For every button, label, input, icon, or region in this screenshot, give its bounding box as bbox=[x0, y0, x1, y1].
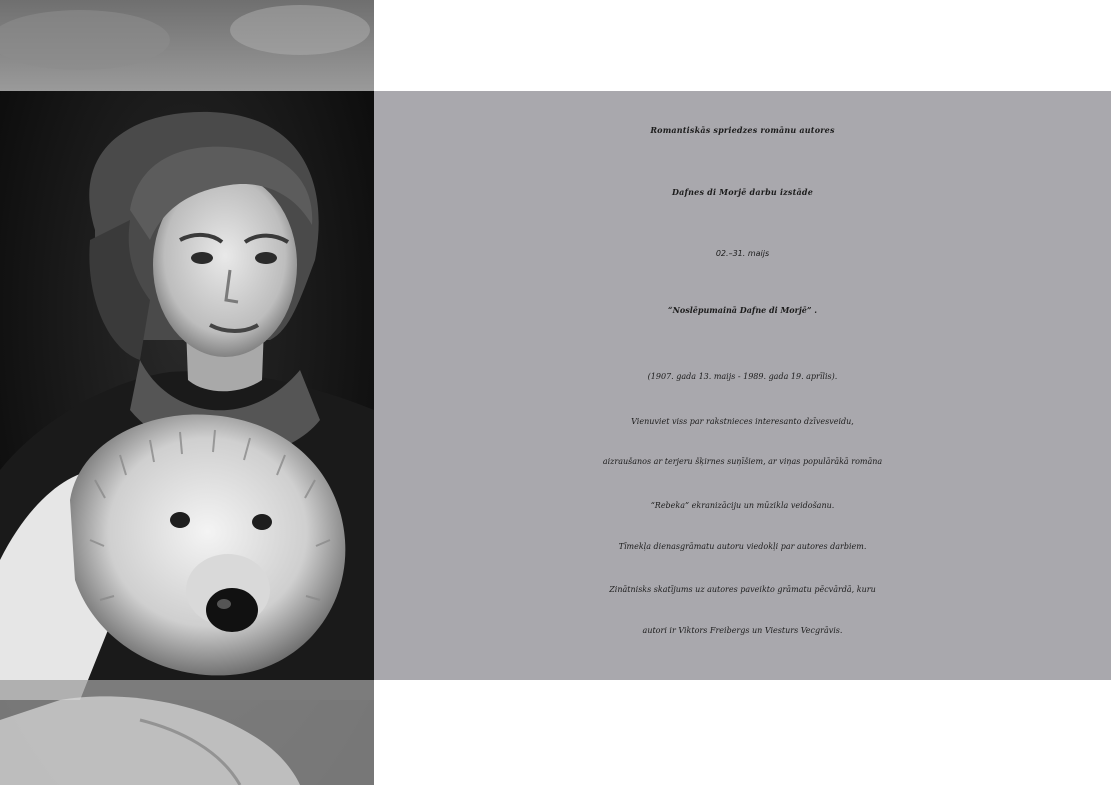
title-line-2: Dafnes di Morjē darbu izstāde bbox=[672, 187, 813, 197]
body-line-3: “Rebeka” ekranizāciju un mūzikla veidošanu. bbox=[650, 501, 835, 510]
body-line-5: Zinātnisks skatījums uz autores paveikto grāmatu pēcvārdā, kuru bbox=[609, 585, 876, 594]
exhibition-dates: 02.–31. maijs bbox=[715, 249, 770, 258]
exhibition-name: “Noslēpumainā Dafne di Morjē” . bbox=[668, 305, 817, 315]
body-line-4: Tīmekļa dienasgrāmatu autoru viedokļi par autores darbiem. bbox=[618, 542, 867, 551]
body-line-1: Vienuviet viss par rakstnieces interesanto dzīvesveidu, bbox=[631, 417, 854, 426]
author-portrait-photo bbox=[0, 0, 374, 785]
exhibition-info-band bbox=[374, 91, 1111, 680]
portrait-illustration bbox=[0, 0, 374, 785]
body-line-6: autori ir Viktors Freibergs un Viesturs Vecgrāvis. bbox=[642, 626, 843, 635]
author-lifespan: (1907. gada 13. maijs - 1989. gada 19. aprīlis). bbox=[647, 372, 838, 381]
title-line-1: Romantiskās spriedzes romānu autores bbox=[650, 125, 835, 135]
exhibition-text-block bbox=[374, 91, 1111, 680]
body-line-2: aizraušanos ar terjeru šķirnes suņīšiem, ar viņas populārākā romāna bbox=[602, 457, 883, 466]
